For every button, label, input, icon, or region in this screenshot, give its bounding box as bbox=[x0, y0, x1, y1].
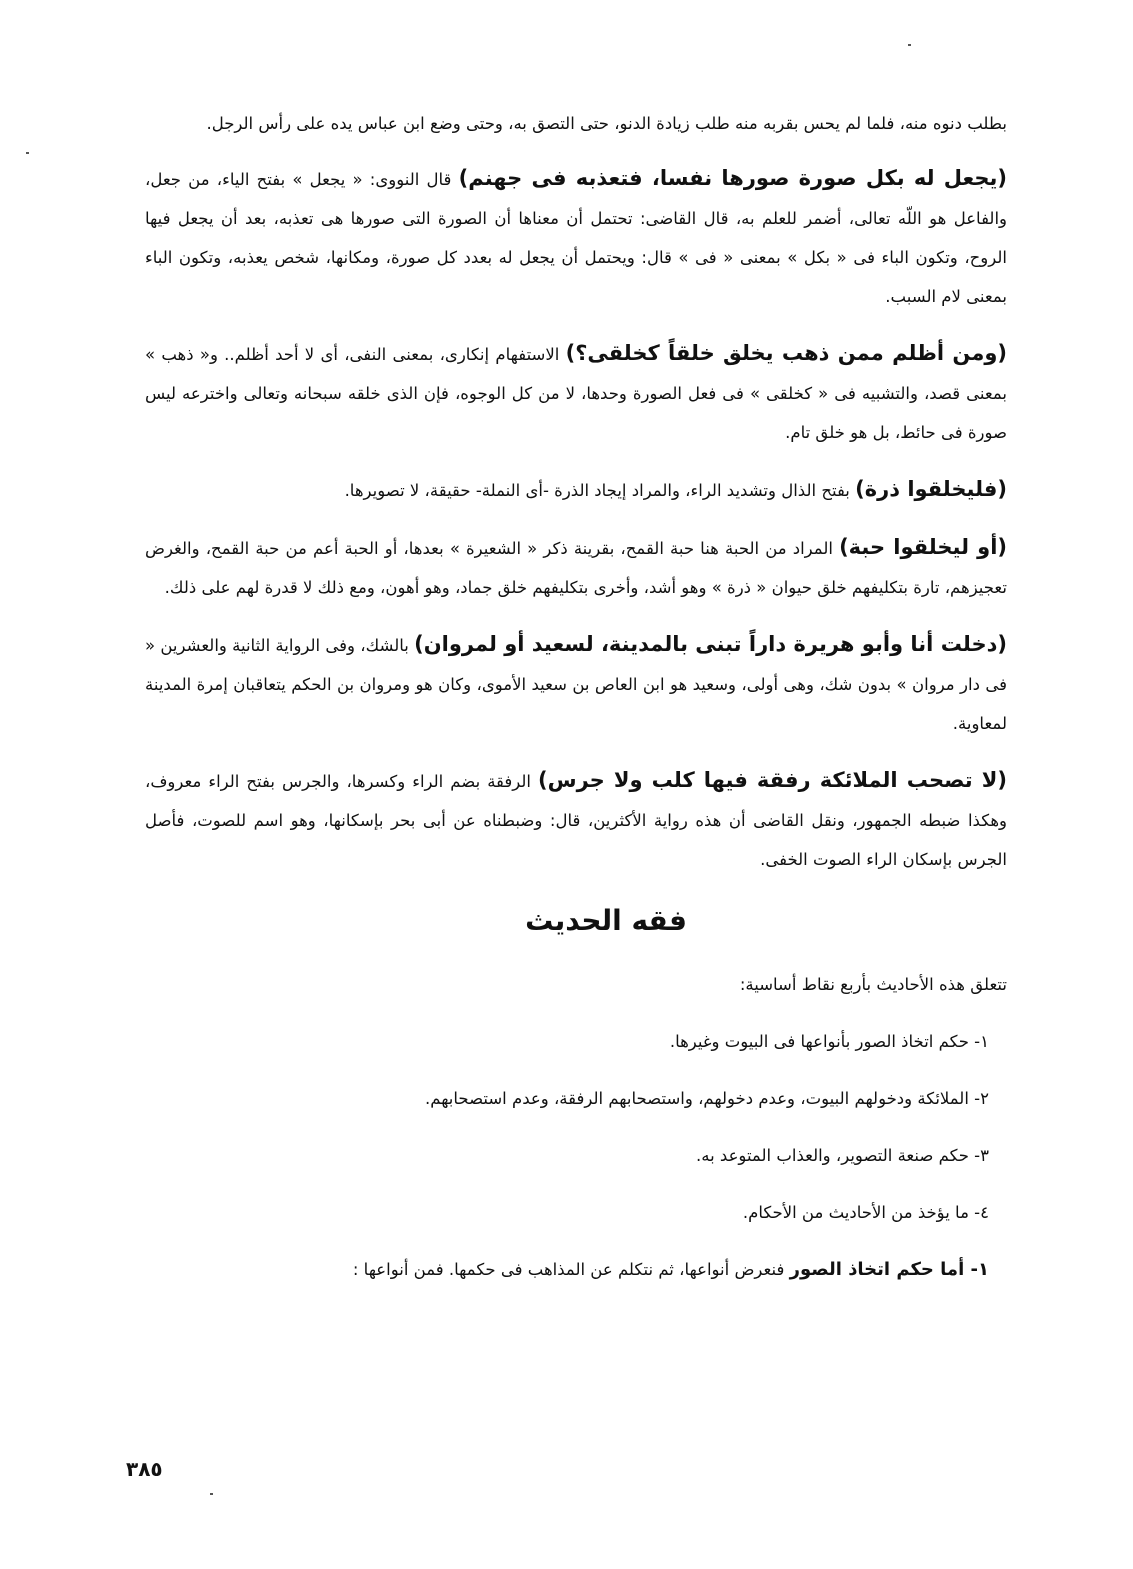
hadith-quote: (فليخلقوا ذرة) bbox=[855, 477, 1007, 501]
final-point bbox=[145, 1250, 1007, 1289]
section-title: فقه الحديث bbox=[525, 904, 687, 937]
paragraph-text: الرفقة بضم الراء وكسرها، والجرس بفتح الراء معروف، وهكذا ضبطه الجمهور، ونقل القاضى أن هذه رواية الأكثرين، قال: وضبطناه عن أبى بحر بإسكانها، وهو اسم للصوت، فأصل الجرس بإسكان الراء الصوت الخفى. bbox=[145, 772, 1007, 869]
scan-speck bbox=[210, 1493, 213, 1495]
intro-text: تتعلق هذه الأحاديث بأربع نقاط أساسية: bbox=[739, 975, 1007, 994]
scan-speck bbox=[26, 152, 29, 154]
page-number: ٣٨٥ bbox=[126, 1457, 163, 1481]
list-item: ١- حكم اتخاذ الصور بأنواعها فى البيوت وغيرها. bbox=[669, 1032, 989, 1051]
paragraph-text: بطلب دنوه منه، فلما لم يحس بقربه منه طلب زيادة الدنو، حتى التصق به، وحتى وضع ابن عباس يده على رأس الرجل. bbox=[206, 114, 1007, 133]
paragraph-continuation bbox=[145, 104, 1007, 143]
hadith-quote: (يجعل له بكل صورة صورها نفسا، فتعذبه فى جهنم) bbox=[458, 166, 1007, 190]
hadith-quote: (أو ليخلقوا حبة) bbox=[839, 535, 1007, 559]
paragraph-text: المراد من الحبة هنا حبة القمح، بقرينة ذكر « الشعيرة » بعدها، أو الحبة أعم من حبة القمح، والغرض تعجيزهم، تارة بتكليفهم خلق حيوان « ذرة » وهو أشد، وأخرى بتكليفهم خلق جماد، وهو أهون، ومع ذلك لا قدرة لهم على ذلك. bbox=[145, 539, 1007, 597]
hadith-quote: (دخلت أنا وأبو هريرة داراً تبنى بالمدينة، لسعيد أو لمروان) bbox=[414, 632, 1008, 656]
list-item: ٣- حكم صنعة التصوير، والعذاب المتوعد به. bbox=[696, 1146, 989, 1165]
page-body bbox=[145, 104, 1007, 1307]
commentary-paragraph bbox=[145, 761, 1007, 879]
scan-speck bbox=[908, 44, 911, 46]
paragraph-text: بالشك، وفى الرواية الثانية والعشرين « فى دار مروان » بدون شك، وهى أولى، وسعيد هو ابن العاص بن سعيد الأموى، وكان هو ومروان بن الحكم يتعاقبان إمرة المدينة لمعاوية. bbox=[145, 636, 1007, 733]
hadith-quote: (ومن أظلم ممن ذهب يخلق خلقاً كخلقى؟) bbox=[565, 341, 1007, 365]
list-item: ٢- الملائكة ودخولهم البيوت، وعدم دخولهم، واستصحابهم الرفقة، وعدم استصحابهم. bbox=[424, 1089, 989, 1108]
paragraph-text: الاستفهام إنكارى، بمعنى النفى، أى لا أحد أظلم.. و« ذهب » بمعنى قصد، والتشبيه فى « كخلقى » فى فعل الصورة وحدها، لا من كل الوجوه، فإن الذى خلقه سبحانه وتعالى واخترعه ليس صورة فى حائط، بل هو خلق تام. bbox=[145, 345, 1007, 442]
paragraph-text: بفتح الذال وتشديد الراء، والمراد إيجاد الذرة -أى النملة- حقيقة، لا تصويرها. bbox=[344, 481, 856, 500]
commentary-paragraph bbox=[145, 334, 1007, 452]
final-point-lead: ١- أما حكم اتخاذ الصور bbox=[789, 1259, 989, 1280]
commentary-paragraph bbox=[145, 528, 1007, 607]
paragraph-text: قال النووى: « يجعل » بفتح الياء، من جعل، والفاعل هو اللّه تعالى، أضمر للعلم به، قال القاضى: تحتمل أن معناها أن الصورة التى صورها هى تعذبه، بعد أن يجعل فيها الروح، وتكون الباء فى « بكل » بمعنى « فى » قال: ويحتمل أن يجعل له بعدد كل صورة، ومكانها، شخص يعذبه، وتكون الباء بمعنى لام السبب. bbox=[145, 170, 1007, 306]
final-point-text: فنعرض أنواعها، ثم نتكلم عن المذاهب فى حكمها. فمن أنواعها : bbox=[352, 1260, 790, 1279]
commentary-paragraph bbox=[145, 470, 1007, 510]
hadith-quote: (لا تصحب الملائكة رفقة فيها كلب ولا جرس) bbox=[538, 768, 1007, 792]
commentary-paragraph bbox=[145, 159, 1007, 316]
list-item: ٤- ما يؤخذ من الأحاديث من الأحكام. bbox=[742, 1203, 989, 1222]
commentary-paragraph bbox=[145, 625, 1007, 743]
